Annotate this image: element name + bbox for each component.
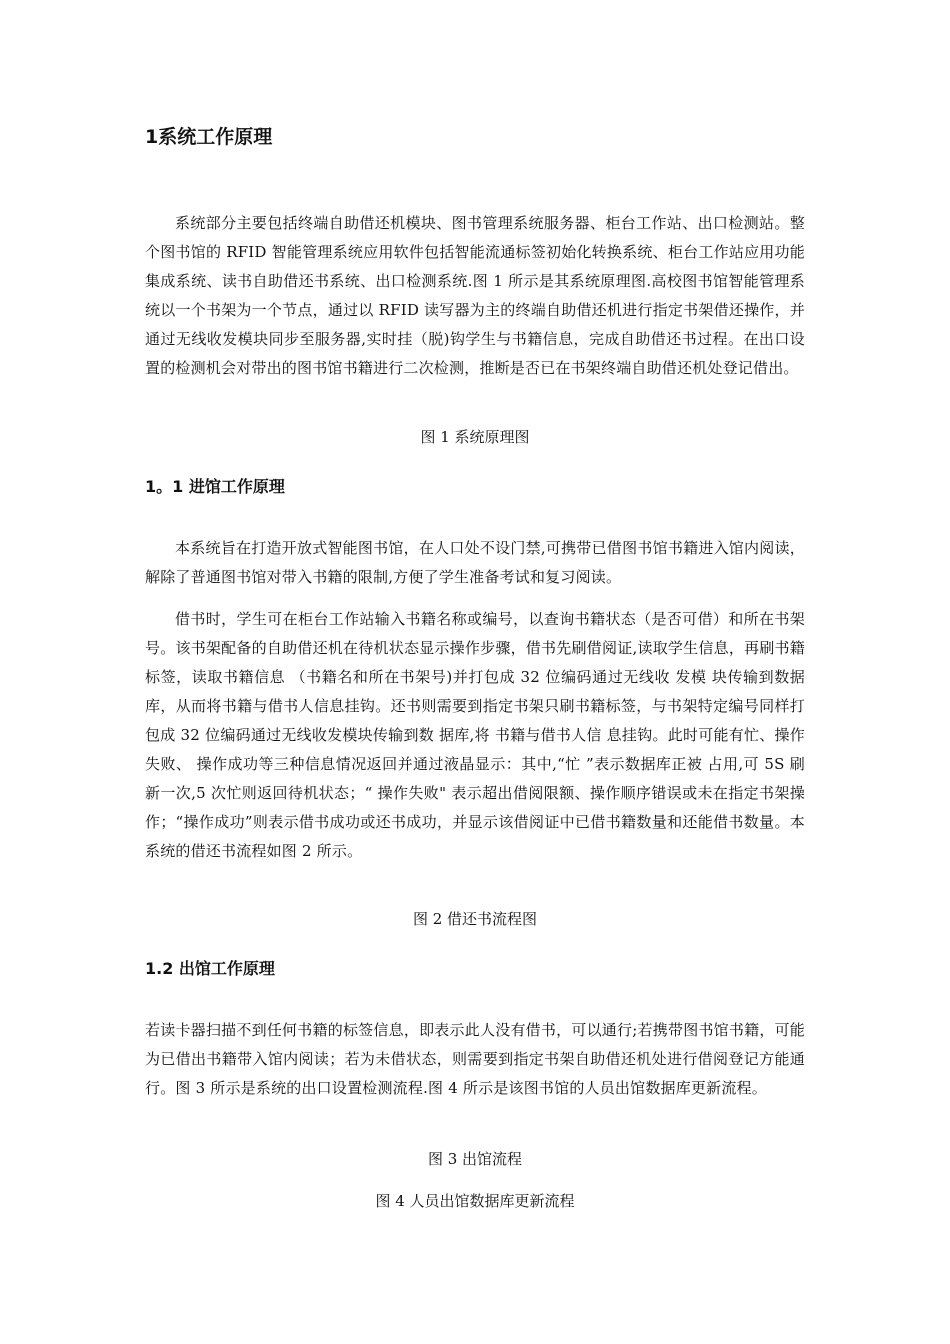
figure-2-caption: 图 2 借还书流程图 [412,910,538,928]
section-1-2-heading: 1.2 出馆工作原理 [145,959,275,978]
section-1-2-paragraph: 若读卡器扫描不到任何书籍的标签信息，即表示此人没有借书，可以通行;若携带图书馆书籍，可能为已借出书籍带入馆内阅读；若为未借状态，则需要到指定书架自助借还机处进行借阅登记方能通行。图 3 所示是系统的出口设置检测流程.图 4 所示是该图书馆的人员出馆数据库更新流程。 [145,1021,805,1097]
section-1-paragraph: 系统部分主要包括终端自助借还机模块、图书管理系统服务器、柜台工作站、出口检测站。整个图书馆的 RFID 智能管理系统应用软件包括智能流通标签初始化转换系统、柜台工作站应用功能集成系统、读书自助借还书系统、出口检测系统.图 1 所示是其系统原理图.高校图书馆智能管理系统以一个书架为一个节点，通过以 RFID 读写器为主的终端自助借还机进行指定书架借还操作，并通过无线收发模块同步至服务器,实时挂（脱)钩学生与书籍信息，完成自助借还书过程。在出口设置的检测机会对带出的图书馆书籍进行二次检测，推断是否已在书架终端自助借还机处登记借出。 [145,214,805,377]
section-1-1-heading: 1。1 进馆工作原理 [145,477,285,496]
figure-4-caption: 图 4 人员出馆数据库更新流程 [375,1192,575,1210]
figure-1-caption: 图 1 系统原理图 [420,428,530,446]
section-1-1-paragraph-2: 借书时，学生可在柜台工作站输入书籍名称或编号，以查询书籍状态（是否可借）和所在书架号。该书架配备的自助借还机在待机状态显示操作步骤，借书先刷借阅证,读取学生信息，再刷书籍标签，读取书籍信息 （书籍名和所在书架号)并打包成 32 位编码通过无线收 发模 块传输到数据库，从而将书籍与借书人信息挂钩。还书则需要到指定书架只刷书籍标签，与书架特定编号同样打包成 32 位编码通过无线收发模块传输到数 据库,将 书籍与借书人信 息挂钩。此时可能有忙、操作失败、 操作成功等三种信息情况返回并通过液晶显示：其中,“忙 ”表示数据库正被 占用,可 5S 刷新一次,5 次忙则返回待机状态；“ 操作失败" 表示超出借阅限额、操作顺序错误或未在指定书架操作；“操作成功”则表示借书成功或还书成功，并显示该借阅证中已借书籍数量和还能借书数量。本系统的借还书流程如图 2 所示。 [145,610,805,860]
figure-3-caption: 图 3 出馆流程 [427,1150,523,1168]
section-1-heading: 1系统工作原理 [145,126,273,148]
section-1-1-paragraph-1: 本系统旨在打造开放式智能图书馆，在人口处不设门禁,可携带已借图书馆书籍进入馆内阅读，解除了普通图书馆对带入书籍的限制,方便了学生准备考试和复习阅读。 [145,539,805,586]
